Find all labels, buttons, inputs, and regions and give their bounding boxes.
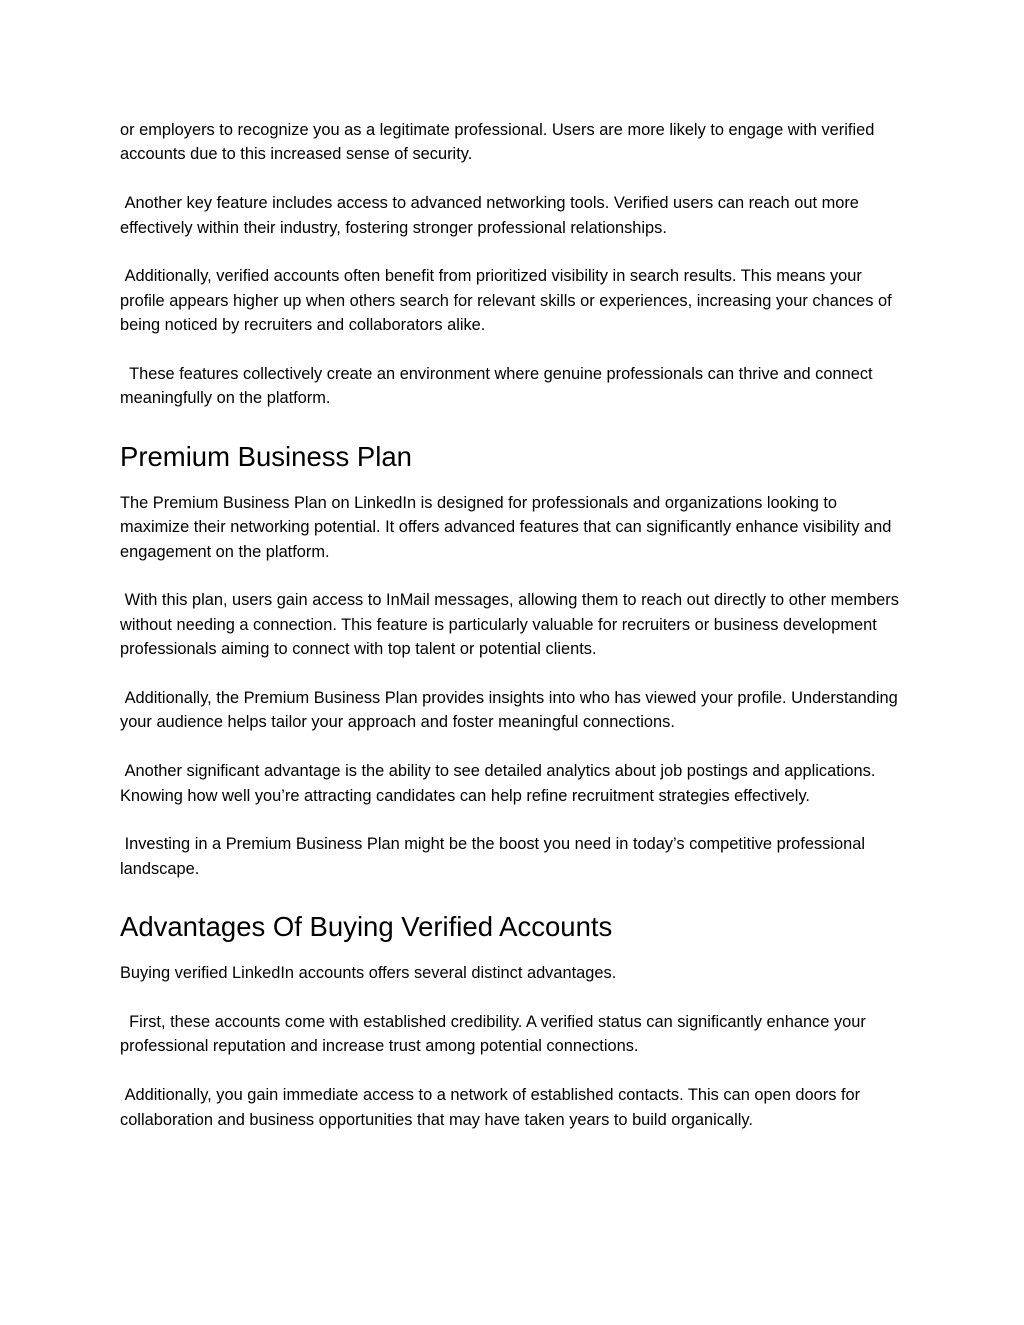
premium-paragraph-3: Additionally, the Premium Business Plan provides insights into who has viewed your profile. Understanding your audience helps tailor your approach and foster meaningful connections.: [120, 689, 903, 732]
intro-paragraph-3: Additionally, verified accounts often benefit from prioritized visibility in search results. This means your profile appears higher up when others search for relevant skills or experiences, increasing your chances of being noticed by recruiters and collaborators alike.: [120, 267, 897, 335]
intro-paragraph-4: These features collectively create an environment where genuine professionals can thrive and connect meaningfully on the platform.: [120, 365, 878, 408]
advantages-heading: Advantages Of Buying Verified Accounts: [120, 911, 613, 943]
intro-paragraph-1: or employers to recognize you as a legitimate professional. Users are more likely to engage with verified accounts due to this increased sense of security.: [120, 121, 879, 164]
document-page: [120, 118, 910, 1156]
premium-paragraph-2: With this plan, users gain access to InMail messages, allowing them to reach out directly to other members without needing a connection. This feature is particularly valuable for recruiters or business development professionals aiming to connect with top talent or potential clients.: [120, 591, 904, 659]
premium-paragraph-5: Investing in a Premium Business Plan might be the boost you need in today’s competitive professional landscape.: [120, 835, 870, 878]
intro-paragraph-2: Another key feature includes access to advanced networking tools. Verified users can reach out more effectively within their industry, fostering stronger professional relationships.: [120, 194, 864, 237]
premium-paragraph-1: The Premium Business Plan on LinkedIn is designed for professionals and organizations looking to maximize their networking potential. It offers advanced features that can significantly enhance visibility and engagement on the platform.: [120, 493, 896, 561]
advantages-paragraph-2: First, these accounts come with established credibility. A verified status can significantly enhance your professional reputation and increase trust among potential connections.: [120, 1013, 871, 1056]
advantages-paragraph-1: Buying verified LinkedIn accounts offers several distinct advantages.: [120, 964, 617, 983]
premium-paragraph-4: Another significant advantage is the ability to see detailed analytics about job postings and applications. Knowing how well you’re attracting candidates can help refine recruitment strategies effectively.: [120, 762, 880, 805]
advantages-paragraph-3: Additionally, you gain immediate access to a network of established contacts. This can open doors for collaboration and business opportunities that may have taken years to build organically.: [120, 1086, 865, 1129]
premium-business-plan-heading: Premium Business Plan: [120, 440, 412, 472]
